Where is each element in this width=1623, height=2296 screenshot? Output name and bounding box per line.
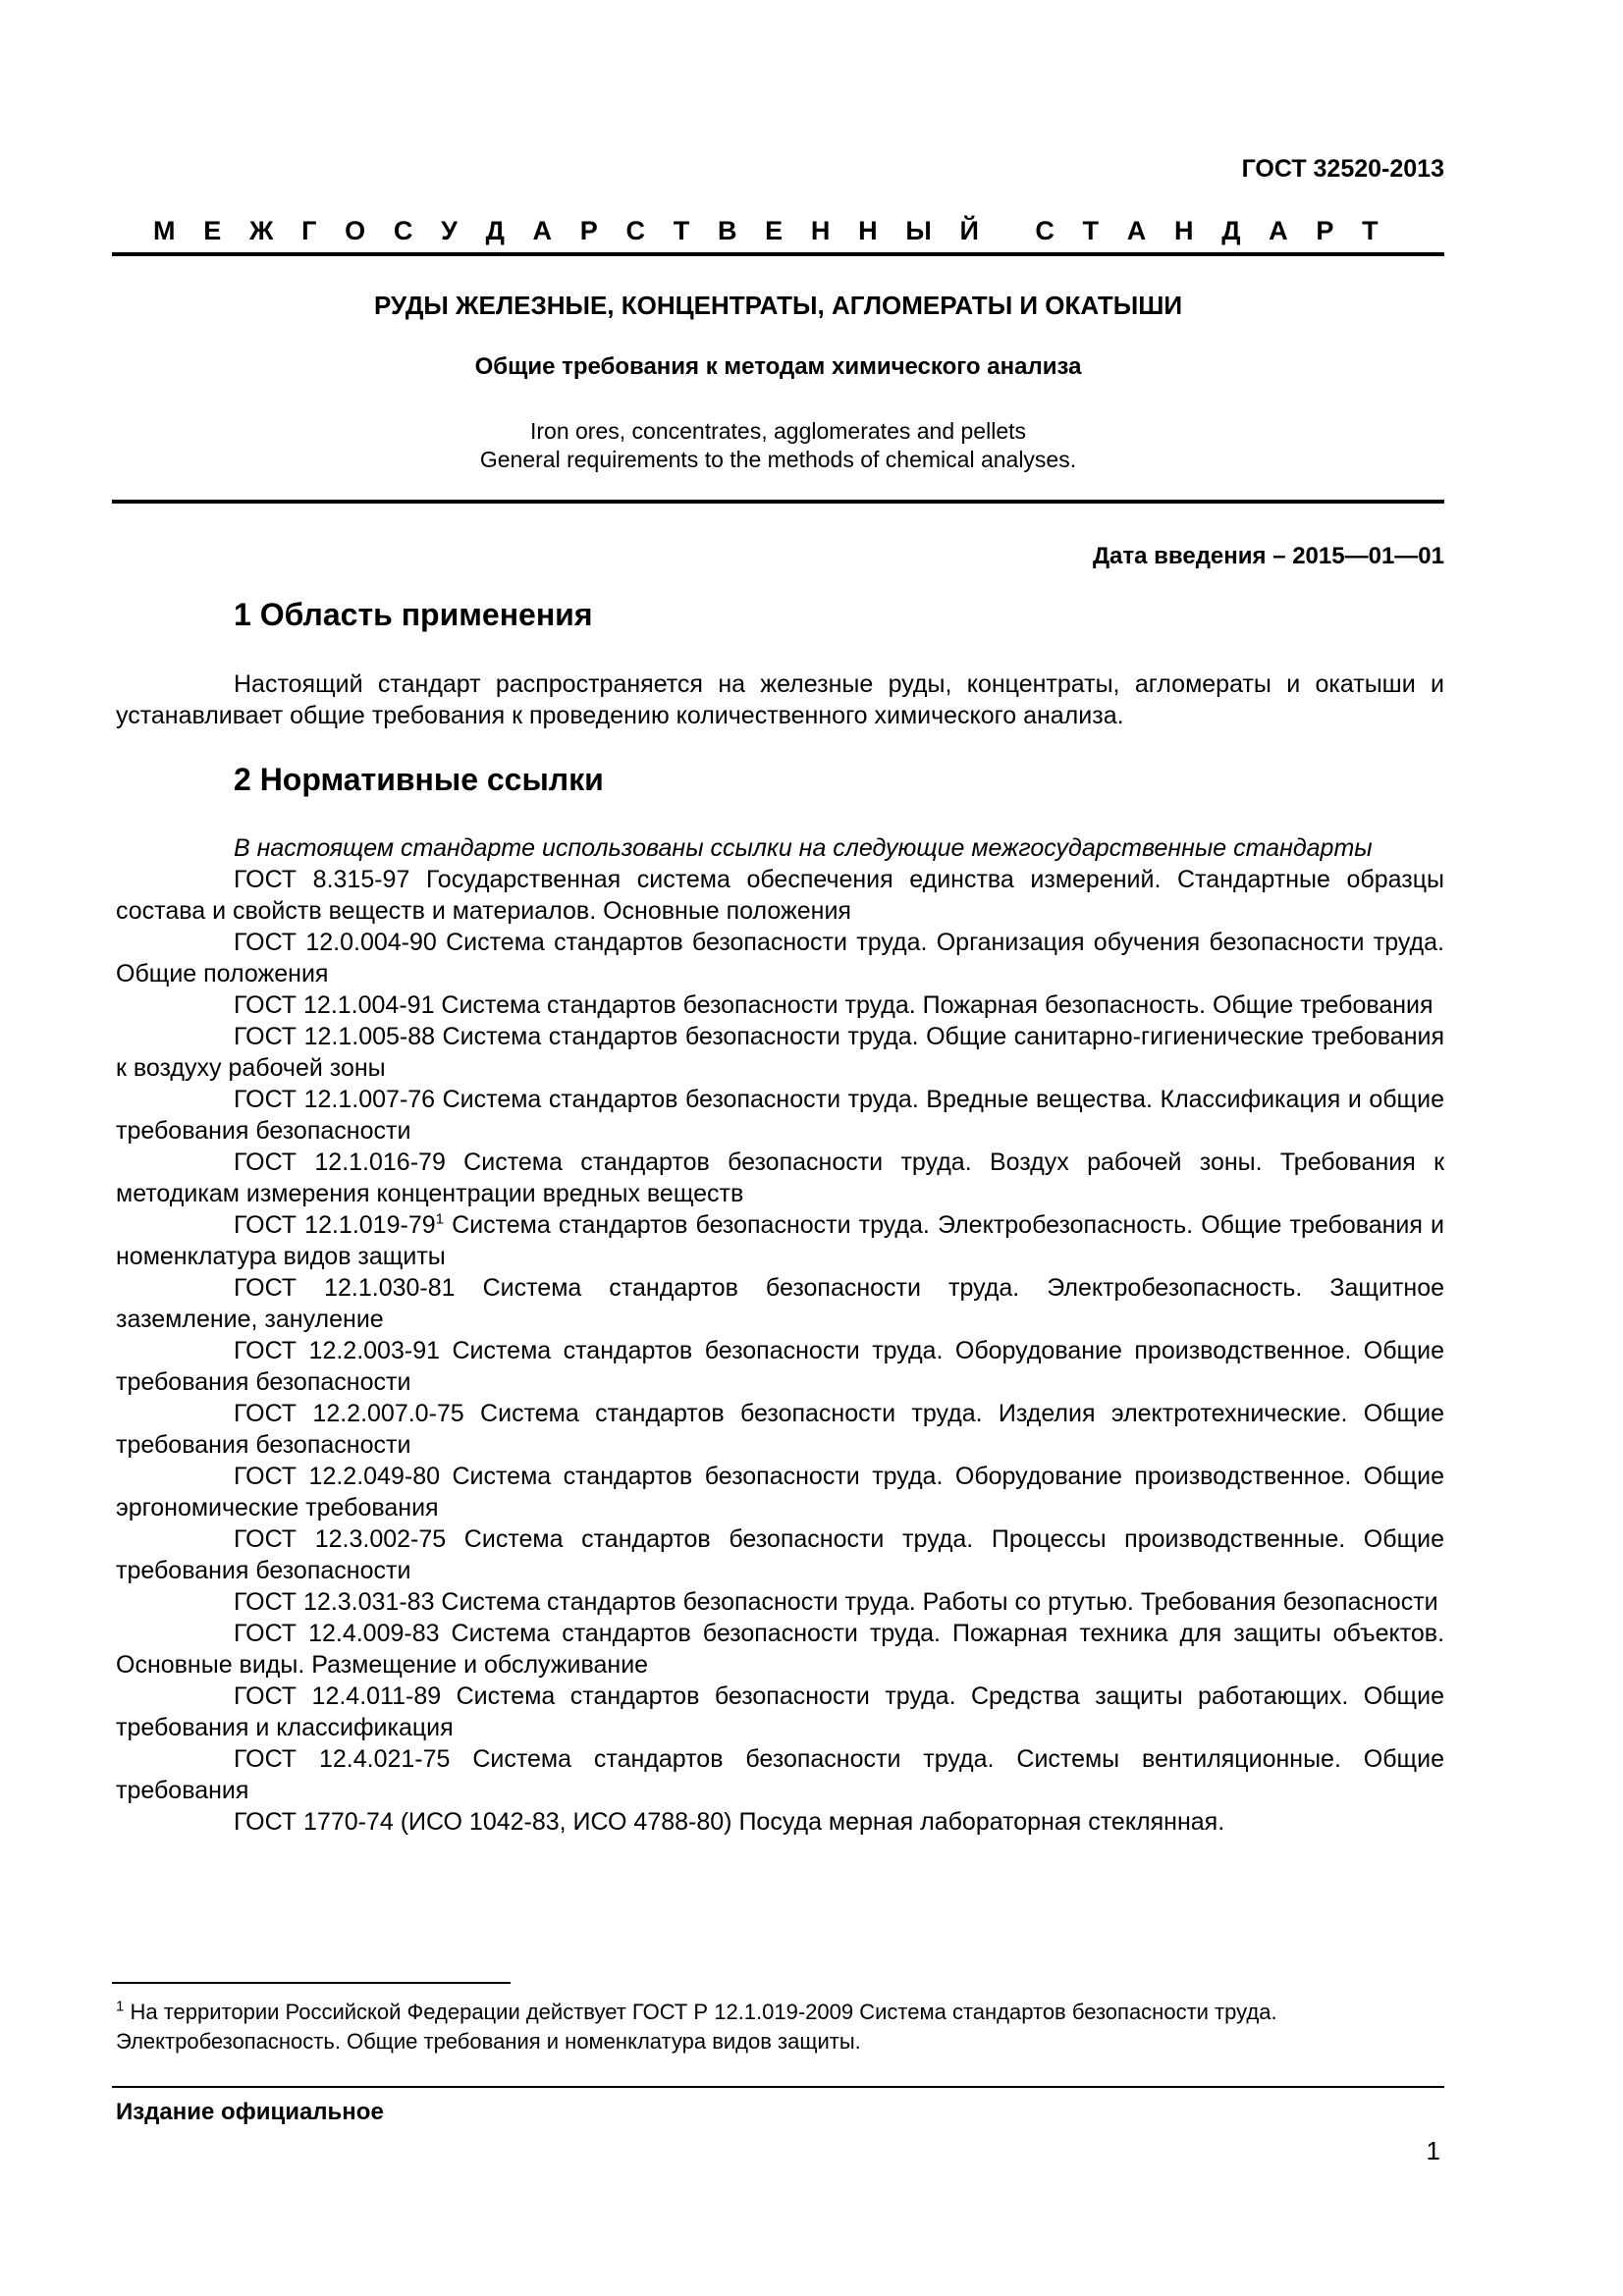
heading-letter: Р — [579, 216, 598, 245]
reference-item — [116, 1743, 1444, 1806]
reference-title: Система стандартов безопасности труда. Средства защиты работающих. Общие требования и классификация — [116, 1682, 1444, 1741]
section-1-heading: 1 Область применения — [234, 597, 593, 632]
heading-letter: Т — [1082, 216, 1100, 245]
footnote-rule — [112, 1982, 511, 1984]
heading-letter: Н — [1173, 216, 1194, 245]
heading-letter: С — [625, 216, 645, 245]
heading-letter: А — [1126, 216, 1147, 245]
references-intro: В настоящем стандарте использованы ссылки на следующие межгосударственные стандарты — [234, 834, 1373, 862]
heading-letter: У — [441, 216, 458, 245]
heading-letter: Д — [1221, 216, 1241, 245]
heading-letter: В — [717, 216, 737, 245]
reference-title: Система стандартов безопасности труда. Электробезопасность. Общие требования и номенклатура видов защиты — [116, 1211, 1444, 1270]
reference-item — [116, 1272, 1444, 1335]
english-title-line-1: Iron ores, concentrates, agglomerates and pellets — [529, 418, 1026, 444]
footnote-text: На территории Российской Федерации действует ГОСТ Р 12.1.019-2009 Система стандартов безопасности труда. Электробезопасность. Общие требования и номенклатура видов защиты. — [116, 2000, 1277, 2054]
heading-letter: Р — [1316, 216, 1334, 245]
edition-label: Издание официальное — [116, 2099, 384, 2125]
heading-letter: Й — [959, 216, 979, 245]
reference-title: Система стандартов безопасности труда. Процессы производственные. Общие требования безопасности — [116, 1525, 1445, 1584]
heading-letter: С — [393, 216, 413, 245]
reference-item — [116, 927, 1444, 989]
reference-item — [116, 989, 1444, 1021]
reference-title: Система стандартов безопасности труда. Изделия электротехнические. Общие требования безопасности — [116, 1400, 1444, 1459]
reference-item — [116, 1209, 1444, 1272]
reference-title: Система стандартов безопасности труда. Оборудование производственное. Общие требования безопасности — [116, 1337, 1444, 1396]
reference-title: Государственная система обеспечения единства измерений. Стандартные образцы состава и свойств веществ и материалов. Основные положения — [116, 866, 1444, 925]
footnote — [116, 1998, 1444, 2056]
reference-item — [116, 1021, 1444, 1084]
reference-item — [116, 1586, 1444, 1618]
heading-letter: Ж — [248, 216, 274, 245]
document-number: ГОСТ 32520-2013 — [1241, 155, 1444, 183]
reference-item — [116, 1084, 1444, 1147]
reference-code: ГОСТ 12.4.021-75 — [234, 1745, 451, 1773]
heading-letter: Г — [301, 216, 317, 245]
reference-item — [116, 864, 1444, 927]
reference-code: ГОСТ 8.315-97 — [234, 866, 410, 893]
heading-letter: Д — [485, 216, 505, 245]
heading-letter: Н — [810, 216, 831, 245]
reference-code: ГОСТ 12.1.016-79 — [234, 1148, 446, 1176]
reference-title: Система стандартов безопасности труда. Общие санитарно-гигиенические требования к воздуху рабочей зоны — [116, 1023, 1444, 1082]
reference-item — [116, 1398, 1444, 1461]
reference-title: (ИСО 1042-83, ИСО 4788-80) Посуда мерная лабораторная стеклянная. — [393, 1808, 1225, 1836]
footnote-reference-mark: 1 — [435, 1210, 444, 1228]
reference-code: ГОСТ 12.4.011-89 — [234, 1682, 442, 1710]
title-rule — [112, 500, 1444, 504]
document-title-english — [112, 417, 1444, 474]
section-2-heading: 2 Нормативные ссылки — [234, 762, 604, 797]
reference-item — [116, 1681, 1444, 1743]
reference-code: ГОСТ 12.3.002-75 — [234, 1525, 447, 1553]
reference-code: ГОСТ 12.1.005-88 — [234, 1023, 436, 1050]
reference-title: Система стандартов безопасности труда. Электробезопасность. Защитное заземление, зануление — [116, 1274, 1445, 1333]
header-rule — [112, 252, 1444, 256]
reference-code: ГОСТ 12.4.009-83 — [234, 1620, 440, 1647]
reference-title: Система стандартов безопасности труда. Вредные вещества. Классификация и общие требования безопасности — [116, 1086, 1444, 1145]
english-title-line-2: General requirements to the methods of chemical analyses. — [479, 447, 1077, 472]
reference-title: Система стандартов безопасности труда. Работы со ртутью. Требования безопасности — [434, 1588, 1438, 1616]
reference-item — [116, 1147, 1444, 1209]
footnote-mark: 1 — [116, 1998, 125, 2015]
heading-letter: Е — [203, 216, 222, 245]
heading-letter: А — [532, 216, 553, 245]
heading-letter: А — [1269, 216, 1288, 245]
introduction-date: Дата введения – 2015—01—01 — [1092, 543, 1444, 569]
reference-code: ГОСТ 12.0.004-90 — [234, 929, 437, 956]
reference-code: ГОСТ 12.1.030-81 — [234, 1274, 456, 1302]
reference-item — [116, 1806, 1444, 1838]
heading-letter: Т — [1362, 216, 1379, 245]
reference-title: Система стандартов безопасности труда. Пожарная безопасность. Общие требования — [434, 991, 1434, 1019]
reference-code: ГОСТ 12.3.031-83 — [234, 1588, 435, 1616]
heading-letter: Е — [765, 216, 784, 245]
reference-code: ГОСТ 12.1.007-76 — [234, 1086, 436, 1113]
heading-letter: М — [153, 216, 176, 245]
heading-letter: О — [345, 216, 366, 245]
heading-letter: Н — [858, 216, 878, 245]
references-list — [116, 864, 1444, 1838]
reference-code: ГОСТ 12.2.003-91 — [234, 1337, 440, 1364]
reference-title: Система стандартов безопасности труда. Организация обучения безопасности труда. Общие положения — [116, 929, 1444, 988]
standard-type-heading — [153, 216, 1379, 246]
reference-code: ГОСТ 1770-74 — [234, 1808, 394, 1836]
reference-title: Система стандартов безопасности труда. Оборудование производственное. Общие эргономические требования — [116, 1463, 1444, 1522]
reference-code: ГОСТ 12.1.019-79 — [234, 1211, 436, 1239]
reference-code: ГОСТ 12.2.007.0-75 — [234, 1400, 464, 1427]
document-subtitle: Общие требования к методам химического анализа — [474, 353, 1082, 380]
heading-letter: Ы — [905, 216, 932, 245]
reference-title: Система стандартов безопасности труда. Пожарная техника для защиты объектов. Основные виды. Размещение и обслуживание — [116, 1620, 1445, 1679]
reference-title: Система стандартов безопасности труда. Воздух рабочей зоны. Требования к методикам измерения концентрации вредных веществ — [116, 1148, 1445, 1207]
heading-letter: С — [1035, 216, 1055, 245]
reference-item — [116, 1461, 1444, 1523]
reference-code: ГОСТ 12.2.049-80 — [234, 1463, 440, 1490]
reference-item — [116, 1335, 1444, 1398]
reference-code: ГОСТ 12.1.004-91 — [234, 991, 435, 1019]
document-title: РУДЫ ЖЕЛЕЗНЫЕ, КОНЦЕНТРАТЫ, АГЛОМЕРАТЫ И ОКАТЫШИ — [373, 291, 1183, 320]
normative-references — [116, 832, 1444, 1838]
reference-item — [116, 1618, 1444, 1681]
reference-item — [116, 1523, 1444, 1586]
section-1-text: Настоящий стандарт распространяется на железные руды, концентраты, агломераты и окатыши и устанавливает общие требования к проведению количественного химического анализа. — [116, 670, 1444, 729]
footer-rule — [112, 2086, 1444, 2088]
reference-title: Система стандартов безопасности труда. Системы вентиляционные. Общие требования — [116, 1745, 1444, 1804]
heading-letter: Т — [673, 216, 690, 245]
page-number: 1 — [1426, 2136, 1440, 2165]
